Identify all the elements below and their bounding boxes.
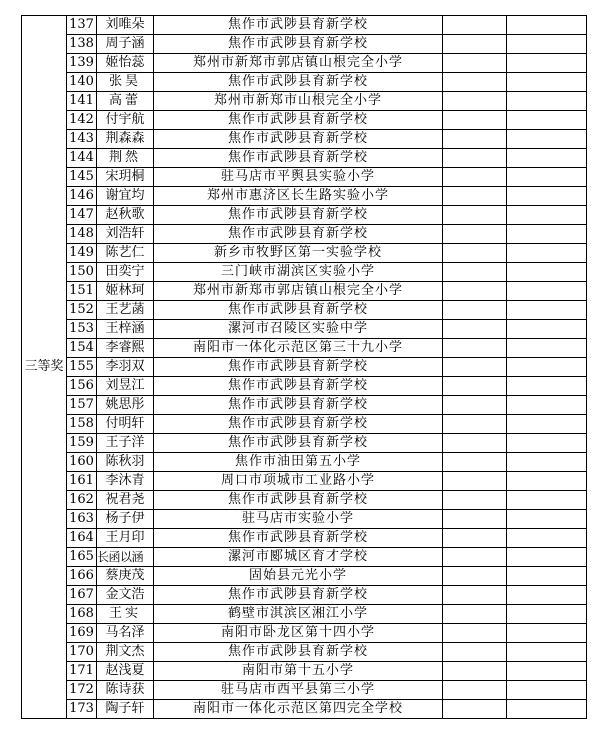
- number-cell: 159: [67, 434, 97, 453]
- school-cell: 驻马店市实验小学: [154, 510, 443, 529]
- school-cell: 固始县元光小学: [154, 567, 443, 586]
- empty-cell: [443, 187, 507, 206]
- name-cell: 荆森森: [97, 130, 154, 149]
- table-row: [22, 681, 587, 700]
- empty-cell: [443, 681, 507, 700]
- empty-cell: [507, 320, 587, 339]
- number-cell: 158: [67, 415, 97, 434]
- school-cell: 漯河市召陵区实验中学: [154, 320, 443, 339]
- number-cell: 157: [67, 396, 97, 415]
- number-cell: 144: [67, 149, 97, 168]
- empty-cell: [443, 605, 507, 624]
- name-cell: 刘浩轩: [97, 225, 154, 244]
- name-cell: 赵秋歌: [97, 206, 154, 225]
- table-row: [22, 567, 587, 586]
- name-cell: 陈秋羽: [97, 453, 154, 472]
- empty-cell: [443, 206, 507, 225]
- table-row: [22, 453, 587, 472]
- table-row: [22, 548, 587, 567]
- name-cell: 陶子轩: [97, 700, 154, 719]
- number-cell: 161: [67, 472, 97, 491]
- table-row: [22, 415, 587, 434]
- empty-cell: [443, 529, 507, 548]
- empty-cell: [443, 339, 507, 358]
- empty-cell: [443, 472, 507, 491]
- table-row: [22, 472, 587, 491]
- name-cell: 高蕾: [97, 92, 154, 111]
- empty-cell: [443, 92, 507, 111]
- empty-cell: [443, 662, 507, 681]
- school-cell: 驻马店市平舆县实验小学: [154, 168, 443, 187]
- school-cell: 郑州市新郑市郭店镇山根完全小学: [154, 282, 443, 301]
- school-cell: 三门峡市湖滨区实验小学: [154, 263, 443, 282]
- empty-cell: [443, 624, 507, 643]
- number-cell: 137: [67, 16, 97, 35]
- table-row: [22, 396, 587, 415]
- empty-cell: [443, 54, 507, 73]
- school-cell: 焦作市武陟县育新学校: [154, 73, 443, 92]
- empty-cell: [507, 339, 587, 358]
- empty-cell: [507, 605, 587, 624]
- number-cell: 166: [67, 567, 97, 586]
- name-cell: 田奕宁: [97, 263, 154, 282]
- school-cell: 焦作市武陟县育新学校: [154, 206, 443, 225]
- number-cell: 154: [67, 339, 97, 358]
- school-cell: 焦作市武陟县育新学校: [154, 415, 443, 434]
- empty-cell: [443, 35, 507, 54]
- name-cell: 杨子伊: [97, 510, 154, 529]
- empty-cell: [507, 16, 587, 35]
- school-cell: 焦作市武陟县育新学校: [154, 396, 443, 415]
- name-cell: 赵浅夏: [97, 662, 154, 681]
- name-cell: 祝君尧: [97, 491, 154, 510]
- empty-cell: [507, 206, 587, 225]
- school-cell: 南阳市卧龙区第十四小学: [154, 624, 443, 643]
- table-row: [22, 624, 587, 643]
- empty-cell: [507, 700, 587, 719]
- table-row: [22, 605, 587, 624]
- school-cell: 郑州市新郑市郭店镇山根完全小学: [154, 54, 443, 73]
- empty-cell: [507, 73, 587, 92]
- name-cell: 姚思彤: [97, 396, 154, 415]
- award-level-cell: 三等奖: [22, 16, 67, 719]
- empty-cell: [507, 225, 587, 244]
- empty-cell: [443, 510, 507, 529]
- empty-cell: [443, 301, 507, 320]
- school-cell: 焦作市武陟县育新学校: [154, 130, 443, 149]
- number-cell: 150: [67, 263, 97, 282]
- name-cell: 长函以涵: [97, 548, 154, 567]
- table-row: [22, 35, 587, 54]
- school-cell: 周口市项城市工业路小学: [154, 472, 443, 491]
- number-cell: 162: [67, 491, 97, 510]
- school-cell: 郑州市新郑市山根完全小学: [154, 92, 443, 111]
- number-cell: 151: [67, 282, 97, 301]
- table-row: [22, 320, 587, 339]
- name-cell: 王月印: [97, 529, 154, 548]
- table-row: [22, 92, 587, 111]
- school-cell: 焦作市武陟县育新学校: [154, 111, 443, 130]
- table-row: [22, 111, 587, 130]
- school-cell: 南阳市一体化示范区第三十九小学: [154, 339, 443, 358]
- number-cell: 149: [67, 244, 97, 263]
- empty-cell: [507, 453, 587, 472]
- empty-cell: [443, 377, 507, 396]
- empty-cell: [443, 16, 507, 35]
- school-cell: 焦作市武陟县育新学校: [154, 358, 443, 377]
- empty-cell: [443, 282, 507, 301]
- table-row: [22, 339, 587, 358]
- number-cell: 160: [67, 453, 97, 472]
- empty-cell: [507, 35, 587, 54]
- empty-cell: [443, 491, 507, 510]
- empty-cell: [507, 187, 587, 206]
- empty-cell: [507, 282, 587, 301]
- school-cell: 驻马店市西平县第三小学: [154, 681, 443, 700]
- empty-cell: [507, 301, 587, 320]
- number-cell: 141: [67, 92, 97, 111]
- table-row: [22, 54, 587, 73]
- name-cell: 王艺菡: [97, 301, 154, 320]
- name-cell: 蔡庚茂: [97, 567, 154, 586]
- school-cell: 焦作市武陟县育新学校: [154, 149, 443, 168]
- empty-cell: [443, 244, 507, 263]
- name-cell: 荆文杰: [97, 643, 154, 662]
- number-cell: 167: [67, 586, 97, 605]
- empty-cell: [443, 149, 507, 168]
- number-cell: 153: [67, 320, 97, 339]
- empty-cell: [443, 168, 507, 187]
- school-cell: 新乡市牧野区第一实验学校: [154, 244, 443, 263]
- school-cell: 鹤壁市淇滨区湘江小学: [154, 605, 443, 624]
- number-cell: 168: [67, 605, 97, 624]
- table-row: [22, 149, 587, 168]
- table-row: [22, 529, 587, 548]
- empty-cell: [443, 225, 507, 244]
- table-row: [22, 168, 587, 187]
- school-cell: 南阳市一体化示范区第四完全学校: [154, 700, 443, 719]
- number-cell: 169: [67, 624, 97, 643]
- table-row: [22, 358, 587, 377]
- number-cell: 170: [67, 643, 97, 662]
- table-row: [22, 244, 587, 263]
- school-cell: 焦作市武陟县育新学校: [154, 301, 443, 320]
- award-table-body: [22, 16, 587, 719]
- table-row: [22, 510, 587, 529]
- empty-cell: [507, 681, 587, 700]
- school-cell: 焦作市油田第五小学: [154, 453, 443, 472]
- empty-cell: [443, 567, 507, 586]
- name-cell: 陈诗获: [97, 681, 154, 700]
- number-cell: 142: [67, 111, 97, 130]
- name-cell: 付明轩: [97, 415, 154, 434]
- empty-cell: [443, 548, 507, 567]
- table-row: [22, 643, 587, 662]
- number-cell: 146: [67, 187, 97, 206]
- school-cell: 焦作市武陟县育新学校: [154, 434, 443, 453]
- name-cell: 荆然: [97, 149, 154, 168]
- school-cell: 焦作市武陟县育新学校: [154, 529, 443, 548]
- school-cell: 焦作市武陟县育新学校: [154, 35, 443, 54]
- empty-cell: [443, 700, 507, 719]
- number-cell: 156: [67, 377, 97, 396]
- empty-cell: [443, 320, 507, 339]
- number-cell: 145: [67, 168, 97, 187]
- name-cell: 陈艺仁: [97, 244, 154, 263]
- school-cell: 焦作市武陟县育新学校: [154, 586, 443, 605]
- empty-cell: [443, 263, 507, 282]
- number-cell: 139: [67, 54, 97, 73]
- name-cell: 谢宜均: [97, 187, 154, 206]
- school-cell: 焦作市武陟县育新学校: [154, 225, 443, 244]
- number-cell: 140: [67, 73, 97, 92]
- empty-cell: [507, 662, 587, 681]
- table-row: [22, 130, 587, 149]
- table-row: [22, 206, 587, 225]
- name-cell: 李睿熙: [97, 339, 154, 358]
- empty-cell: [507, 149, 587, 168]
- school-cell: 焦作市武陟县育新学校: [154, 377, 443, 396]
- name-cell: 姬怡蕊: [97, 54, 154, 73]
- school-cell: 漯河市郾城区育才学校: [154, 548, 443, 567]
- empty-cell: [443, 453, 507, 472]
- school-cell: 焦作市武陟县育新学校: [154, 491, 443, 510]
- number-cell: 148: [67, 225, 97, 244]
- empty-cell: [507, 643, 587, 662]
- empty-cell: [507, 586, 587, 605]
- name-cell: 王实: [97, 605, 154, 624]
- table-row: [22, 491, 587, 510]
- name-cell: 姬林珂: [97, 282, 154, 301]
- name-cell: 李羽双: [97, 358, 154, 377]
- number-cell: 143: [67, 130, 97, 149]
- table-row: [22, 586, 587, 605]
- table-row: [22, 301, 587, 320]
- table-row: [22, 16, 587, 35]
- name-cell: 李沐青: [97, 472, 154, 491]
- name-cell: 宋玥桐: [97, 168, 154, 187]
- number-cell: 152: [67, 301, 97, 320]
- name-cell: 周子涵: [97, 35, 154, 54]
- empty-cell: [507, 491, 587, 510]
- empty-cell: [507, 396, 587, 415]
- empty-cell: [507, 168, 587, 187]
- number-cell: 164: [67, 529, 97, 548]
- number-cell: 165: [67, 548, 97, 567]
- empty-cell: [507, 510, 587, 529]
- name-cell: 付宇航: [97, 111, 154, 130]
- empty-cell: [507, 92, 587, 111]
- table-row: [22, 263, 587, 282]
- empty-cell: [507, 130, 587, 149]
- empty-cell: [443, 434, 507, 453]
- name-cell: 张昊: [97, 73, 154, 92]
- school-cell: 焦作市武陟县育新学校: [154, 16, 443, 35]
- empty-cell: [507, 415, 587, 434]
- empty-cell: [443, 643, 507, 662]
- school-cell: 南阳市第十五小学: [154, 662, 443, 681]
- school-cell: 焦作市武陟县育新学校: [154, 643, 443, 662]
- name-cell: 马名泽: [97, 624, 154, 643]
- empty-cell: [507, 377, 587, 396]
- empty-cell: [507, 567, 587, 586]
- number-cell: 171: [67, 662, 97, 681]
- table-row: [22, 700, 587, 719]
- table-row: [22, 377, 587, 396]
- empty-cell: [443, 130, 507, 149]
- name-cell: 金文浩: [97, 586, 154, 605]
- table-row: [22, 187, 587, 206]
- table-row: [22, 73, 587, 92]
- empty-cell: [507, 244, 587, 263]
- empty-cell: [507, 434, 587, 453]
- table-row: [22, 434, 587, 453]
- number-cell: 163: [67, 510, 97, 529]
- name-cell: 刘唯朵: [97, 16, 154, 35]
- table-row: [22, 225, 587, 244]
- number-cell: 147: [67, 206, 97, 225]
- name-cell: 王子洋: [97, 434, 154, 453]
- empty-cell: [507, 111, 587, 130]
- number-cell: 138: [67, 35, 97, 54]
- number-cell: 173: [67, 700, 97, 719]
- empty-cell: [507, 548, 587, 567]
- empty-cell: [507, 529, 587, 548]
- table-row: [22, 282, 587, 301]
- table-row: [22, 662, 587, 681]
- empty-cell: [443, 586, 507, 605]
- school-cell: 郑州市惠济区长生路实验小学: [154, 187, 443, 206]
- empty-cell: [443, 111, 507, 130]
- empty-cell: [507, 54, 587, 73]
- empty-cell: [507, 358, 587, 377]
- number-cell: 155: [67, 358, 97, 377]
- empty-cell: [443, 358, 507, 377]
- empty-cell: [507, 472, 587, 491]
- name-cell: 王梓涵: [97, 320, 154, 339]
- number-cell: 172: [67, 681, 97, 700]
- name-cell: 刘昱江: [97, 377, 154, 396]
- award-table: [21, 15, 587, 719]
- empty-cell: [443, 73, 507, 92]
- empty-cell: [443, 396, 507, 415]
- empty-cell: [507, 263, 587, 282]
- empty-cell: [507, 624, 587, 643]
- empty-cell: [443, 415, 507, 434]
